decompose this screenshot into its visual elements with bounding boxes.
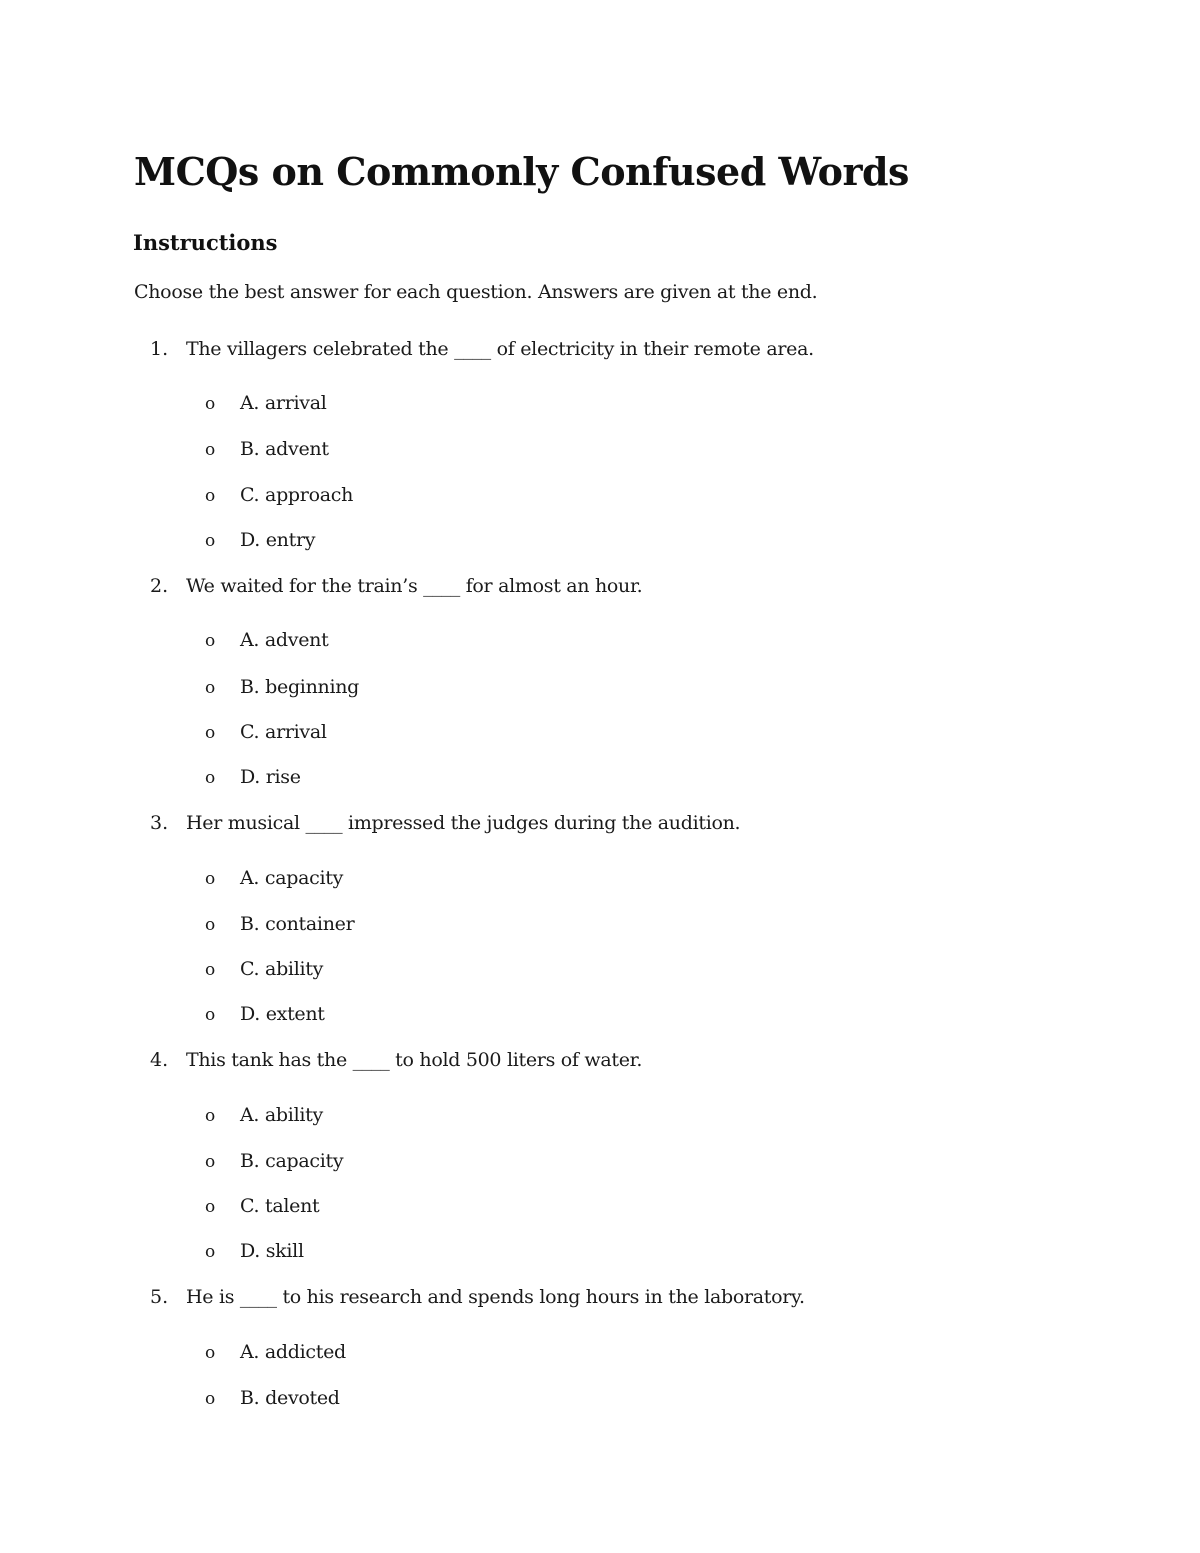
option-text: C. ability bbox=[240, 958, 324, 980]
question-text: Her musical ____ impressed the judges during the audition. bbox=[186, 812, 741, 834]
question-number: 3. bbox=[150, 812, 169, 834]
bullet-icon: o bbox=[205, 678, 216, 698]
option-1d bbox=[0, 526, 1200, 556]
option-text: B. container bbox=[240, 913, 355, 935]
option-text: C. talent bbox=[240, 1195, 320, 1217]
option-text: A. addicted bbox=[240, 1341, 346, 1363]
question-5 bbox=[0, 1283, 1200, 1313]
bullet-icon: o bbox=[205, 768, 216, 788]
option-text: A. arrival bbox=[240, 392, 327, 414]
option-text: B. capacity bbox=[240, 1150, 344, 1172]
option-text: D. rise bbox=[240, 766, 301, 788]
bullet-icon: o bbox=[205, 1389, 216, 1409]
option-text: D. skill bbox=[240, 1240, 304, 1262]
bullet-icon: o bbox=[205, 723, 216, 743]
option-2a bbox=[0, 626, 1200, 656]
question-text: He is ____ to his research and spends long hours in the laboratory. bbox=[186, 1286, 805, 1308]
bullet-icon: o bbox=[205, 1106, 216, 1126]
bullet-icon: o bbox=[205, 1242, 216, 1262]
bullet-icon: o bbox=[205, 1197, 216, 1217]
bullet-icon: o bbox=[205, 486, 216, 506]
option-3d bbox=[0, 1000, 1200, 1030]
option-text: C. arrival bbox=[240, 721, 327, 743]
bullet-icon: o bbox=[205, 1152, 216, 1172]
bullet-icon: o bbox=[205, 1005, 216, 1025]
option-3a bbox=[0, 864, 1200, 894]
question-4 bbox=[0, 1046, 1200, 1076]
bullet-icon: o bbox=[205, 531, 216, 551]
question-number: 5. bbox=[150, 1286, 169, 1308]
bullet-icon: o bbox=[205, 631, 216, 651]
option-4c bbox=[0, 1192, 1200, 1222]
question-3 bbox=[0, 809, 1200, 839]
option-text: B. beginning bbox=[240, 676, 360, 698]
question-number: 2. bbox=[150, 575, 169, 597]
bullet-icon: o bbox=[205, 869, 216, 889]
option-1b bbox=[0, 435, 1200, 465]
option-5b bbox=[0, 1384, 1200, 1414]
option-1a bbox=[0, 389, 1200, 419]
option-3c bbox=[0, 955, 1200, 985]
question-2 bbox=[0, 572, 1200, 602]
option-3b bbox=[0, 910, 1200, 940]
question-text: We waited for the train’s ____ for almost an hour. bbox=[186, 575, 643, 597]
option-2d bbox=[0, 763, 1200, 793]
bullet-icon: o bbox=[205, 915, 216, 935]
option-text: D. entry bbox=[240, 529, 316, 551]
option-2c bbox=[0, 718, 1200, 748]
question-text: This tank has the ____ to hold 500 liters of water. bbox=[186, 1049, 643, 1071]
option-4a bbox=[0, 1101, 1200, 1131]
option-5a bbox=[0, 1338, 1200, 1368]
question-1 bbox=[0, 335, 1200, 365]
option-2b bbox=[0, 673, 1200, 703]
bullet-icon: o bbox=[205, 960, 216, 980]
option-text: C. approach bbox=[240, 484, 354, 506]
option-text: D. extent bbox=[240, 1003, 325, 1025]
option-text: B. devoted bbox=[240, 1387, 340, 1409]
question-number: 4. bbox=[150, 1049, 169, 1071]
page-title: MCQs on Commonly Confused Words bbox=[134, 149, 909, 194]
instructions-text: Choose the best answer for each question. Answers are given at the end. bbox=[134, 281, 818, 303]
question-number: 1. bbox=[150, 338, 169, 360]
option-text: A. capacity bbox=[240, 867, 344, 889]
option-4d bbox=[0, 1237, 1200, 1267]
bullet-icon: o bbox=[205, 394, 216, 414]
bullet-icon: o bbox=[205, 1343, 216, 1363]
option-text: A. ability bbox=[240, 1104, 323, 1126]
bullet-icon: o bbox=[205, 440, 216, 460]
option-text: B. advent bbox=[240, 438, 329, 460]
instructions-heading: Instructions bbox=[133, 230, 278, 255]
option-4b bbox=[0, 1147, 1200, 1177]
option-1c bbox=[0, 481, 1200, 511]
question-text: The villagers celebrated the ____ of electricity in their remote area. bbox=[186, 338, 814, 360]
option-text: A. advent bbox=[240, 629, 329, 651]
